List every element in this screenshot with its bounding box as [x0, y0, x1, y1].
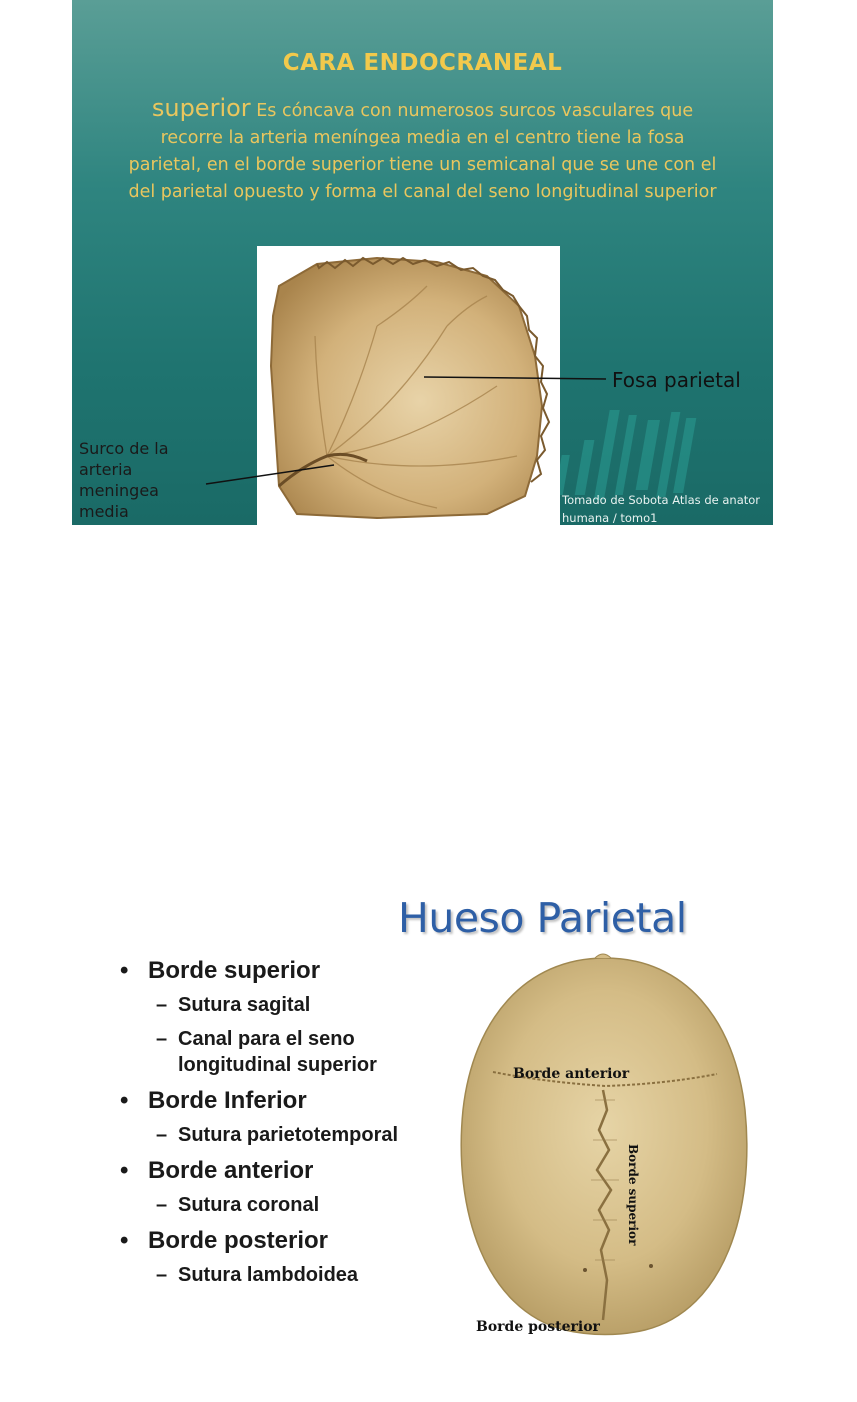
- leader-lines: [72, 0, 773, 525]
- dash-icon: –: [156, 1264, 168, 1286]
- bullet-icon: •: [120, 957, 129, 984]
- bullet-label: Borde posterior: [148, 1227, 329, 1254]
- sub-bullet: [120, 1192, 450, 1218]
- credit-line-1: Tomado de Sobota Atlas de anator: [562, 493, 761, 507]
- sub-bullet-label: Sutura lambdoidea: [178, 1264, 359, 1286]
- description-line-4: del parietal opuesto y forma el canal del seno longitudinal superior: [128, 182, 717, 202]
- description-lead: superior: [151, 94, 251, 122]
- description-line-3: parietal, en el borde superior tiene un semicanal que se une con el: [128, 155, 717, 175]
- slide-hueso-parietal: [0, 860, 857, 1402]
- bullet-icon: •: [120, 1227, 129, 1254]
- bullet-borde-superior: [120, 956, 450, 986]
- dash-icon: –: [156, 994, 168, 1016]
- bullet-borde-anterior: [120, 1156, 450, 1186]
- bullet-list: [120, 956, 450, 1296]
- image-credit: [562, 491, 760, 525]
- dash-icon: –: [156, 1124, 168, 1146]
- skull-label-borde-posterior: Borde posterior: [476, 1319, 600, 1335]
- slide-title: Hueso Parietal: [398, 894, 687, 942]
- bullet-borde-posterior: [120, 1226, 450, 1256]
- bullet-label: Borde superior: [148, 957, 321, 984]
- label-surco-line-1: Surco de la: [79, 439, 169, 458]
- sub-bullet-label: Sutura parietotemporal: [178, 1124, 399, 1146]
- description-line-1-text: Es cóncava con numerosos surcos vasculares que: [250, 101, 694, 121]
- sub-bullet-label: Canal para el seno longitudinal superior: [178, 1028, 377, 1076]
- sub-bullet-label: Sutura sagital: [178, 994, 311, 1016]
- bullet-label: Borde Inferior: [148, 1087, 307, 1114]
- bullet-icon: •: [120, 1157, 129, 1184]
- label-fosa-parietal: Fosa parietal: [612, 368, 741, 392]
- credit-line-2: humana / tomo1: [562, 511, 658, 525]
- bullet-label: Borde anterior: [148, 1157, 314, 1184]
- bullet-icon: •: [120, 1087, 129, 1114]
- dash-icon: –: [156, 1028, 168, 1050]
- description-line-2: recorre la arteria meníngea media en el centro tiene la fosa: [160, 128, 685, 148]
- label-surco-line-3: meningea: [79, 481, 159, 500]
- skull-label-borde-superior: Borde superior: [626, 1144, 640, 1246]
- sub-bullet: [120, 1026, 408, 1078]
- label-surco-arteria: [79, 438, 169, 522]
- slide-cara-endocraneal: [72, 0, 773, 525]
- skull-label-borde-anterior: Borde anterior: [513, 1066, 630, 1082]
- dash-icon: –: [156, 1194, 168, 1216]
- bullet-borde-inferior: [120, 1086, 450, 1116]
- sub-bullet: [120, 992, 450, 1018]
- label-surco-line-4: media: [79, 502, 129, 521]
- sub-bullet-label: Sutura coronal: [178, 1194, 320, 1216]
- skull-top-view-illustration: [445, 950, 765, 1340]
- slide-title: CARA ENDOCRANEAL: [282, 50, 563, 76]
- label-surco-line-2: arteria: [79, 460, 133, 479]
- sub-bullet: [120, 1262, 450, 1288]
- sub-bullet: [120, 1122, 450, 1148]
